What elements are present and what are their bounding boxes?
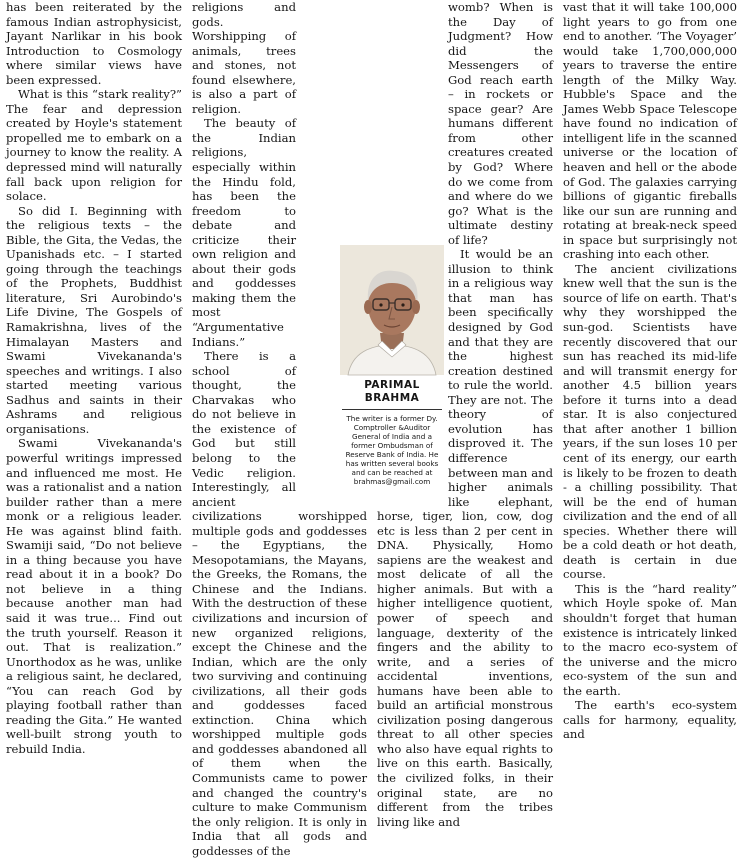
author-first-name: PARIMAL [364, 379, 420, 391]
col4-paragraph-4: The earth's eco-system calls for harmony, equality, and [563, 698, 737, 742]
author-bio [342, 409, 442, 486]
article-column-4 [563, 0, 737, 742]
author-bio-text: The writer is a former Dy. Comptroller &Auditor General of India and a former Ombudsman of Reserve Bank of India. He has written several books and can be reached at [345, 414, 439, 477]
author-last-name: BRAHMA [364, 392, 420, 404]
col1-paragraph-4: Swami Vivekananda's powerful writings impressed and influenced me most. He was a rationalist and a nation builder rather than a mere monk or a religious leader. He was against blind faith. Swamiji said, “Do not believe in a thing because you have read about it in a book? Do not believe in a thing because another man had said it was true... Find out the truth yourself. Reason it out. That is realization.” Unorthodox as he was, unlike a religious saint, he declared, “You can reach God by playing football rather than reading the Gita.” He wanted well-built strong youth to rebuild India. [6, 436, 182, 756]
col1-paragraph-1: has been reiterated by the famous Indian astrophysicist, Jayant Narlikar in his book Introduction to Cosmology where similar views have been expressed. [6, 0, 182, 87]
col4-paragraph-1: vast that it will take 100,000 light years to go from one end to another. ‘The Voyager’ would take 1,700,000,000 years to traverse the entire length of the Milky Way. Hubble's Space and the James Webb Space Telescope have found no indication of intelligent life in the scanned universe or the location of heaven and hell or the abode of God. The galaxies carrying billions of gigantic fireballs like our sun are running and rotating at break-neck speed in space but surprisingly not crashing into each other. [563, 0, 737, 262]
col4-paragraph-2: The ancient civilizations knew well that the sun is the source of life on earth. That's why they worshipped the sun-god. Scientists have recently discovered that our sun has reached its mid-life and will transmit energy for another 4.5 billion years before it turns into a dead star. It is also conjectured that after another 1 billion years, if the sun loses 10 per cent of its energy, our earth is likely to be frozen to death - a chilling possibility. That will be the end of human civilization and the end of all species. Whether there will be a cold death or hot death, death is certain in due course. [563, 261, 737, 582]
col4-paragraph-3: This is the “hard reality” which Hoyle spoke of. Man shouldn't forget that human existence is intricately linked to the macro eco-system of the universe and the micro eco-system of the sun and the earth. [563, 581, 737, 698]
col1-paragraph-3: So did I. Beginning with the religious texts – the Bible, the Gita, the Vedas, the Upanishads etc. – I started going through the teachings of the Prophets, Buddhist literature, Sri Aurobindo's Life Divine, The Gospels of Ramakrishna, lives of the Himalayan Masters and Swami Vivekananda's speeches and writings. I also started meeting various Sadhus and saints in their Ashrams and religious organisations. [6, 203, 182, 436]
author-box [340, 243, 444, 489]
author-name [340, 379, 444, 405]
author-portrait-icon [340, 245, 444, 375]
author-email[interactable]: brahmas@gmail.com [353, 477, 431, 486]
col2-paragraph-2: The beauty of the Indian religions, especially within the Hindu fold, has been the freedom to debate and criticize their own religion and about their gods and goddesses making them the most “Argumentative Indians.” [192, 116, 296, 349]
col2-paragraph-3: There is a school of thought, the Charvakas who do not believe in the existence of God but still belong to the Vedic religion. Interestingly, all ancient civilizations worshipped multiple gods and goddesses – the Egyptians, the Mesopotamians, the Mayans, the Greeks, the Romans, the Chinese and the Indians. With the destruction of these civilizations and incursion of new organized religions, except the Chinese and the Indian, which are the only two surviving and continuing civilizations, all their gods and goddesses faced extinction. China which worshipped multiple gods and goddesses abandoned all of them when the Communists came to power and changed the country's culture to make Communism the only religion. It is only in India that all gods and goddesses of the [192, 349, 367, 858]
col1-paragraph-2: What is this “stark reality?” The fear and depression created by Hoyle's statement propelled me to embark on a journey to know the reality. A depressed mind will naturally fall back upon religion for solace. [6, 87, 182, 204]
author-photo [340, 245, 444, 375]
article-column-1 [6, 0, 182, 756]
col2-paragraph-1: religions and gods. Worshipping of animals, trees and stones, not found elsewhere, is also a part of religion. [192, 0, 296, 116]
col3-paragraph-2: It would be an illusion to think in a religious way that man has been specifically designed by God and that they are the highest creation destined to rule the world. They are not. The theory of evolution has disproved it. The difference between man and higher animals like elephant, horse, tiger, lion, cow, dog etc is less than 2 per cent in DNA. Physically, Homo sapiens are the weakest and most delicate of all the higher animals. But with a higher intelligence quotient, power of speech and language, dexterity of the fingers and the ability to write, and a series of accidental inventions, humans have been able to build an artificial monstrous civilization posing dangerous threat to all other species who also have equal rights to live on this earth. Basically, the civilized folks, in their original state, are no different from the tribes living like and [377, 247, 553, 829]
col3-paragraph-1: womb? When is the Day of Judgment? How did the Messengers of God reach earth – in rockets or space gear? Are humans different from other creatures created by God? Where do we come from and where do we go? What is the ultimate destiny of life? [448, 0, 553, 247]
